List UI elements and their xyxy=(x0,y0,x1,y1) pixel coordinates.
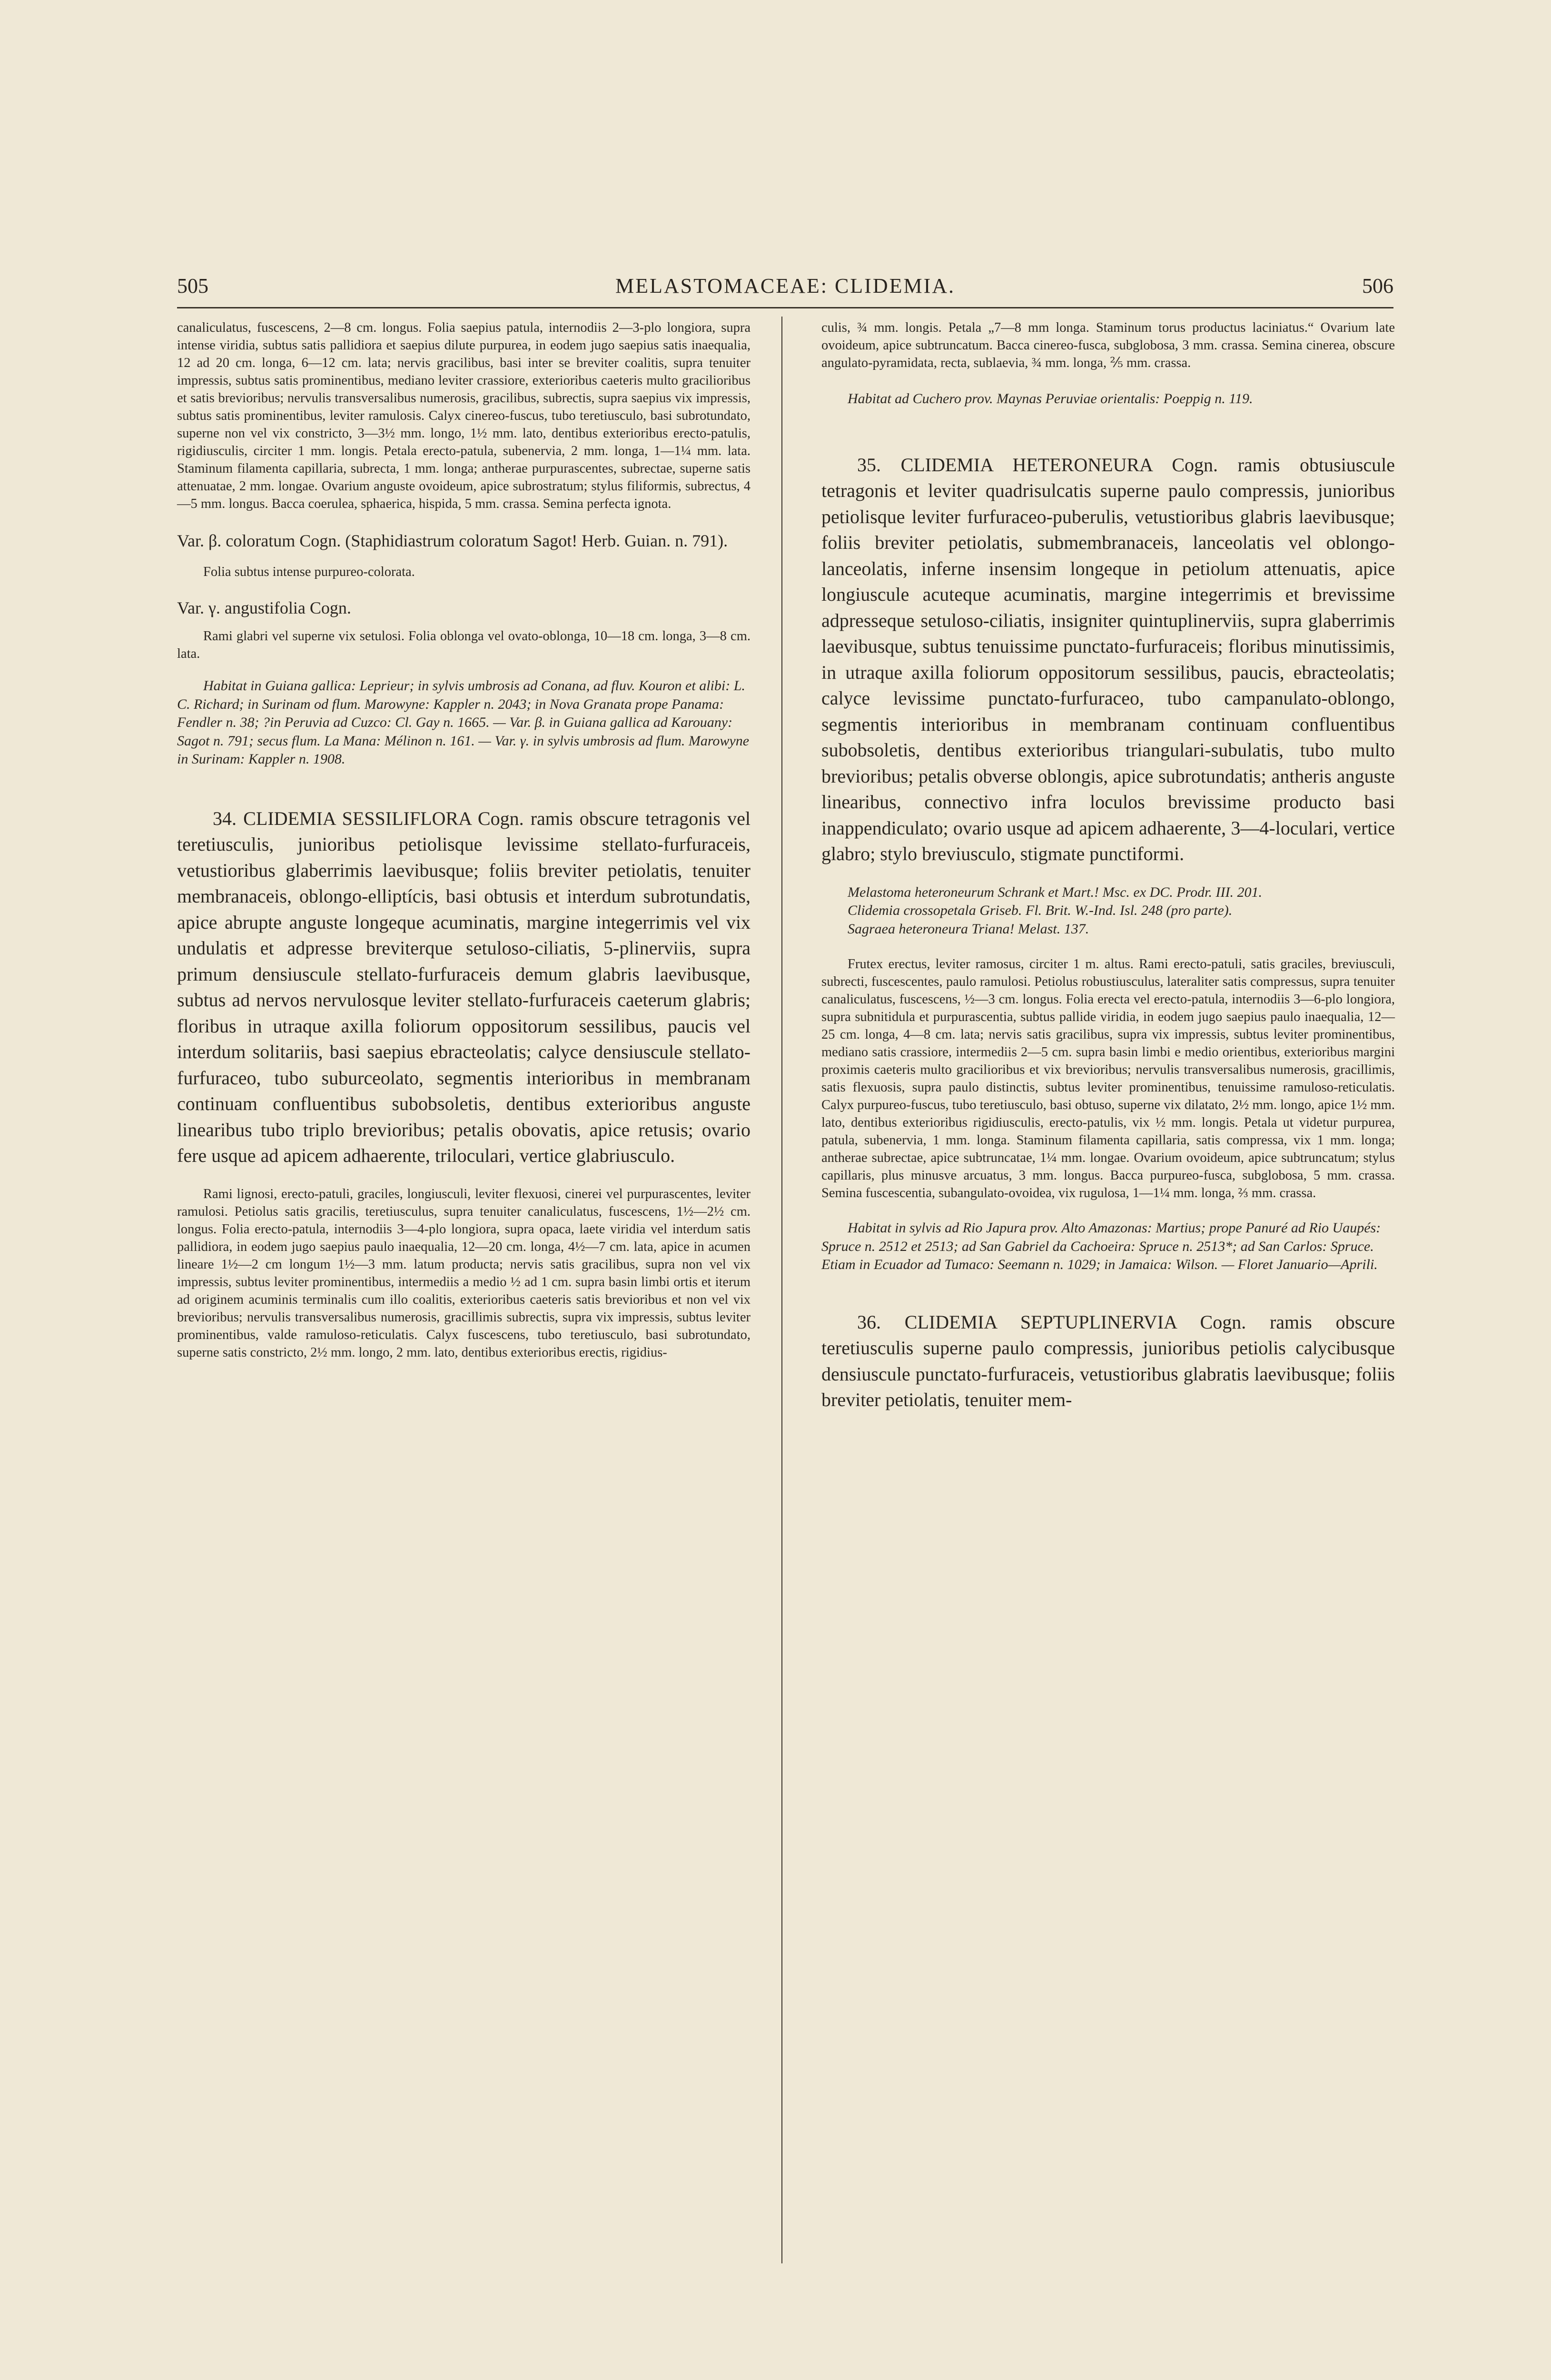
habitat-japura: Habitat in sylvis ad Rio Japura prov. Alto Amazonas: Martius; prope Panuré ad Rio Uaupés: Spruce n. 2512 et 2513; ad San Gabriel da Cachoeira: Spruce n. 2513*; ad San Carlos: Spruce. Etiam in Ecuador ad Tumaco: Seemann n. 1029; in Jamaica: Wilson. — Floret Januario—Aprili. xyxy=(821,1220,1381,1272)
column-divider xyxy=(781,317,782,2263)
habitat-cuchero: Habitat ad Cuchero prov. Maynas Peruviae orientalis: Poeppig n. 119. xyxy=(848,391,1253,407)
species-35-description: Frutex erectus, leviter ramosus, circiter 1 m. altus. Rami erecto-patuli, satis graciles, breviusculi, subrecti, fuscescentes, paulo ramulosi. Petiolus robustiusculus, lateraliter satis compressus, supra tenuiter canaliculatus, fuscescens, ½—3 cm. longus. Folia erecta vel erecto-patula, internodiis 3—6-plo longiora, supra subnitidula et purpurascentia, subtus pallide viridia, in eodem jugo saepius paulo inaequalia, 12—25 cm. longa, 4—8 cm. lata; nervis satis gracilibus, supra vix impressis, subtus leviter prominentibus, mediano satis crassiore, intermediis 2—5 cm. supra basin limbi e medio orientibus, exterioribus margini proximis caeteris multo gracilioribus et vix brevioribus; nervulis transversalibus numerosis, gracillimis, satis flexuosis, supra paulo distinctis, subtus leviter prominentibus, tenuissime ramuloso-reticulatis. Calyx purpureo-fuscus, tubo teretiusculo, basi obtuso, superne vix dilatato, 2½ mm. longo, apice 1½ mm. lato, dentibus exterioribus rigidiusculis, erecto-patulis, vix ½ mm. longis. Petala ut videtur purpurea, patula, subenervia, 1 mm. longa. Staminum filamenta capillaria, satis compressa, vix 1 mm. longa; antherae subrectae, apice subtruncatae, 1¼ mm. longae. Ovarium ovoideum, apice subtruncatum; stylus capillaris, plus minusve arcuatus, 3 mm. longus. Bacca purpureo-fusca, subglobosa, 5 mm. crassa. Semina fuscescentia, subangulato-ovoidea, vix rugulosa, 1—1¼ mm. longa, ⅔ mm. crassa. xyxy=(821,957,1395,1200)
variety-beta-heading: Var. β. coloratum Cogn. (Staphidiastrum coloratum Sagot! Herb. Guian. n. 791). xyxy=(177,531,728,550)
synonym-1: Melastoma heteroneurum Schrank et Mart.! Msc. ex DC. Prodr. III. 201. xyxy=(848,884,1262,900)
variety-gamma-text: Rami glabri vel superne vix setulosi. Folia oblonga vel ovato-oblonga, 10—18 cm. longa, 3—8 cm. lata. xyxy=(177,629,751,661)
page-header xyxy=(177,274,1393,307)
synonym-3: Sagraea heteroneura Triana! Melast. 137. xyxy=(848,921,1089,937)
left-column xyxy=(177,319,751,1361)
page-number-left: 505 xyxy=(177,274,208,298)
synonym-2: Clidemia crossopetala Griseb. Fl. Brit. W.-Ind. Isl. 248 (pro parte). xyxy=(848,902,1233,918)
species-36-diagnosis: 36. CLIDEMIA SEPTUPLINERVIA Cogn. ramis obscure teretiusculis superne paulo compressis, junioribus petiolis calycibusque densiuscule punctato-furfuraceis, vetustioribus glabratis laevibusque; foliis breviter petiolatis, tenuiter mem- xyxy=(821,1311,1395,1410)
variety-gamma-heading: Var. γ. angustifolia Cogn. xyxy=(177,598,351,617)
habitat-left: Habitat in Guiana gallica: Leprieur; in sylvis umbrosis ad Conana, ad fluv. Kouron et alibi: L. C. Richard; in Surinam od flum. Marowyne: Kappler n. 2043; in Nova Granata prope Panama: Fendler n. 38; ?in Peruvia ad Cuzco: Cl. Gay n. 1665. — Var. β. in Guiana gallica ad Karouany: Sagot n. 791; secus flum. La Mana: Mélinon n. 161. — Var. γ. in sylvis umbrosis ad flum. Marowyne in Surinam: Kappler n. 1908. xyxy=(177,678,750,767)
variety-beta-text: Folia subtus intense purpureo-colorata. xyxy=(203,565,415,579)
right-paragraph-continuation: culis, ¾ mm. longis. Petala „7—8 mm longa. Staminum torus productus laciniatus.“ Ovarium late ovoideum, apice subtruncatum. Bacca cinereo-fusca, subglobosa, 3 mm. crassa. Semina cinerea, obscure angulato-pyramidata, recta, sublaevia, ¾ mm. longa, ⅖ mm. crassa. xyxy=(821,320,1395,370)
left-paragraph-description: canaliculatus, fuscescens, 2—8 cm. longus. Folia saepius patula, internodiis 2—3-plo longiora, supra intense viridia, subtus satis pallidiora et saepius dilute purpurea, in eodem jugo saepius satis inaequalia, 12 ad 20 cm. longa, 6—12 cm. lata; nervis gracilibus, basi inter se breviter coalitis, supra tenuiter impressis, subtus satis prominentibus, mediano leviter crassiore, exterioribus caeteris multo gracilioribus et satis brevioribus; nervulis transversalibus numerosis, gracilibus, subrectis, supra saepius vix impressis, subtus satis prominentibus, leviter ramulosis. Calyx cinereo-fuscus, tubo teretiusculo, basi subrotundato, superne non vel vix constricto, 3—3½ mm. longo, 1½ mm. lato, dentibus exterioribus erecto-patulis, rigidiusculis, circiter 1 mm. longis. Petala erecto-patula, subenervia, 2 mm. longa, 1—1¼ mm. lata. Staminum filamenta capillaria, subrecta, 1 mm. longa; antherae purpurascentes, subrectae, superne satis attenuatae, 2 mm. longae. Ovarium anguste ovoideum, apice subrostratum; stylus filiformis, subrectus, 4—5 mm. longus. Bacca coerulea, sphaerica, hispida, 5 mm. crassa. Semina perfecta ignota. xyxy=(177,320,751,511)
species-34-description: Rami lignosi, erecto-patuli, graciles, longiusculi, leviter flexuosi, cinerei vel purpurascentes, leviter ramulosi. Petiolus satis gracilis, teretiusculus, supra tenuiter canaliculatus, fuscescens, 1½—2½ cm. longus. Folia erecto-patula, internodiis 3—4-plo longiora, supra opaca, laete viridia vel interdum satis pallidiora, in eodem jugo saepius paulo inaequalia, 12—20 cm. longa, 4½—7 cm. lata, apice in acumen lineare 1½—2 cm longum 1½—3 mm. latum producta; nervis satis gracilibus, supra non vel vix impressis, subtus leviter prominentibus, intermediis a medio ½ ad 1 cm. supra basin limbi ortis et iterum ad originem acuminis terminalis cum illo coalitis, exterioribus caeteris satis brevioribus et non vel vix brevioribus; nervulis transversalibus numerosis, gracillimis subrectis, supra vix impressis, subtus leviter prominentibus, valde ramuloso-reticulatis. Calyx fuscescens, tubo teretiusculo, basi subrotundato, superne satis constricto, 2½ mm. longo, 2 mm. lato, dentibus exterioribus erectis, rigidius- xyxy=(177,1186,751,1360)
species-34-diagnosis: 34. CLIDEMIA SESSILIFLORA Cogn. ramis obscure tetragonis vel teretiusculis, junioribus petiolisque levissime stellato-furfuraceis, vetustioribus glaberrimis laevibusque; foliis breviter petiolatis, tenuiter membranaceis, oblongo-elliptícis, basi obtusis et interdum subrotundatis, apice abrupte anguste longeque acuminatis, margine integerrimis vel vix undulatis et adpresse breviterque setuloso-ciliatis, 5-plinerviis, supra primum densiuscule stellato-furfuraceis demum glabris laevibusque, subtus ad nervos nervulosque leviter stellato-furfuraceis caeterum glabris; floribus in utraque axilla foliorum oppositorum sessilibus, paucis vel interdum solitariis, basi saepius ebracteolatis; calyce densiuscule stellato-furfuraceo, tubo suburceolato, segmentis interioribus in membranam continuam confluentibus subobsoletis, dentibus exterioribus anguste linearibus tubo triplo brevioribus; petalis obovatis, apice retusis; ovario fere usque ad apicem adhaerente, triloculari, vertice glabriusculo. xyxy=(177,807,751,1166)
right-column xyxy=(821,319,1395,1413)
header-rule xyxy=(177,307,1393,308)
running-title: MELASTOMACEAE: CLIDEMIA. xyxy=(615,274,956,298)
page-number-right: 506 xyxy=(1362,274,1393,298)
species-35-diagnosis: 35. CLIDEMIA HETERONEURA Cogn. ramis obtusiuscule tetragonis et leviter quadrisulcatis superne paulo compressis, junioribus petiolisque leviter furfuraceo-puberulis, vetustioribus glabris laevibusque; foliis breviter petiolatis, submembranaceis, lanceolatis vel oblongo-lanceolatis, inferne insensim longeque in petiolum attenuatis, apice longiuscule acuteque acuminatis, margine integerrimis et brevissime adpresseque setuloso-ciliatis, insigniter quintuplinerviis, supra glaberrimis laevibusque, subtus tenuissime punctato-furfuraceis; floribus minutissimis, in utraque axilla foliorum oppositorum sessilibus, paucis, ebracteolatis; calyce levissime punctato-furfuraceo, tubo campanulato-oblongo, segmentis interioribus in membranam continuam confluentibus subobsoletis, dentibus exterioribus triangulari-subulatis, tubo multo brevioribus; petalis obverse oblongis, apice subrotundatis; antheris anguste linearibus, connectivo infra loculos brevissime producto basi inappendiculato; ovario usque ad apicem adhaerente, 3—4-loculari, vertice glabro; stylo breviusculo, stigmate punctiformi. xyxy=(821,454,1395,864)
